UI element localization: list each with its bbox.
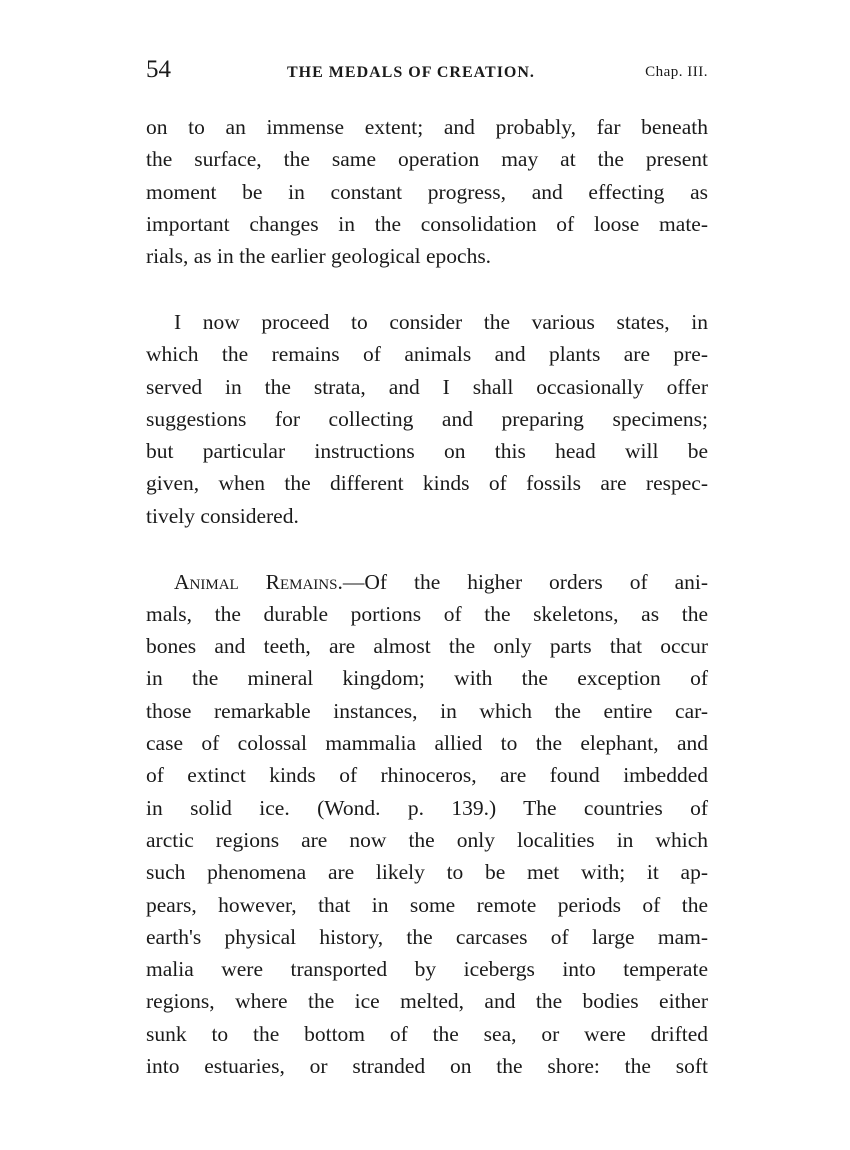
- text-line: tively considered.: [146, 503, 299, 528]
- text-line: on to an immense extent; and probably, far beneath: [146, 115, 708, 139]
- text-line: given, when the different kinds of fossils are respec-: [146, 471, 708, 496]
- text-line: those remarkable instances, in which the entire car-: [146, 698, 708, 723]
- text-line: sunk to the bottom of the sea, or were drifted: [146, 1021, 708, 1046]
- text-line: which the remains of animals and plants are pre-: [146, 342, 708, 367]
- text-line: regions, where the ice melted, and the bodies either: [146, 989, 708, 1014]
- paragraph-1: [146, 111, 708, 272]
- text-line: bones and teeth, are almost the only parts that occur: [146, 634, 708, 659]
- text-line: suggestions for collecting and preparing specimens;: [146, 406, 708, 431]
- text-line: of extinct kinds of rhinoceros, are found imbedded: [146, 763, 708, 788]
- text-line: earth's physical history, the carcases of large mam-: [146, 924, 708, 949]
- text-line: malia were transported by icebergs into temperate: [146, 957, 708, 982]
- text-line: case of colossal mammalia allied to the elephant, and: [146, 731, 708, 756]
- running-title: THE MEDALS OF CREATION.: [287, 64, 535, 81]
- text-line: into estuaries, or stranded on the shore: the soft: [146, 1054, 708, 1079]
- paragraph-3: [146, 566, 708, 1083]
- page-header: [146, 56, 708, 86]
- text-line: moment be in constant progress, and effecting as: [146, 179, 708, 204]
- text-line: but particular instructions on this head will be: [146, 439, 708, 464]
- body-text: [146, 111, 708, 1082]
- text-line: mals, the durable portions of the skeletons, as the: [146, 601, 708, 626]
- text-line: in the mineral kingdom; with the exception of: [146, 666, 708, 691]
- text-line: arctic regions are now the only localities in which: [146, 827, 708, 852]
- text-line: such phenomena are likely to be met with; it ap-: [146, 860, 708, 885]
- page-number: 54: [146, 56, 171, 83]
- text-line: the surface, the same operation may at the present: [146, 147, 708, 172]
- chapter-label: Chap. III.: [645, 64, 708, 80]
- section-heading: Animal Remains.: [174, 569, 343, 594]
- paragraph-2: [146, 306, 708, 532]
- text-line: [146, 566, 708, 598]
- text-line: rials, as in the earlier geological epochs.: [146, 244, 492, 269]
- text-line: served in the strata, and I shall occasionally offer: [146, 374, 708, 399]
- text-line: pears, however, that in some remote periods of the: [146, 892, 708, 917]
- text-line-rest: —Of the higher orders of ani-: [342, 569, 709, 594]
- text-line: in solid ice. (Wond. p. 139.) The countries of: [146, 795, 708, 820]
- text-line: I now proceed to consider the various states, in: [174, 309, 708, 334]
- text-line: important changes in the consolidation of loose mate-: [146, 211, 708, 236]
